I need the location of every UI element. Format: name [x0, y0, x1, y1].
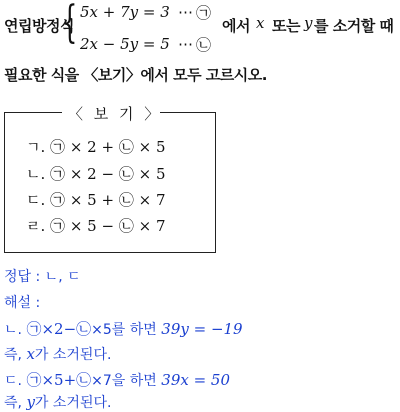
option-op1: × 2 − — [69, 165, 115, 183]
step-op2: ×7을 하면 — [91, 373, 157, 389]
option-label: ㄷ. — [26, 191, 46, 209]
explanation-step-2 — [4, 369, 230, 390]
equation-2-dots: ⋯ — [178, 35, 193, 53]
step-result: 39y = −19 — [161, 320, 243, 338]
question-prefix: 연립방정식 — [4, 17, 74, 35]
circle-mark-b: ㉡ — [118, 138, 134, 156]
note-var: y — [26, 393, 35, 411]
step-op1: ×2− — [41, 320, 77, 338]
option-label: ㄹ. — [26, 217, 46, 235]
circle-mark-b: ㉡ — [118, 217, 134, 235]
step-label: ㄷ. — [4, 373, 22, 389]
option-op1: × 5 − — [69, 217, 115, 235]
circle-mark-a: ㉠ — [50, 217, 66, 235]
question-connector: 또는 — [272, 17, 300, 35]
note-text: 가 소거된다. — [34, 395, 112, 411]
var-x: x — [256, 14, 265, 32]
note-prefix: 즉, — [4, 395, 22, 411]
circle-mark-b: ㉡ — [118, 165, 134, 183]
circle-mark-a: ㉠ — [26, 371, 42, 389]
step-label: ㄴ. — [4, 322, 22, 338]
step-op1: ×5+ — [41, 371, 77, 389]
circle-mark-b: ㉡ — [118, 191, 134, 209]
option-nieun — [26, 163, 166, 184]
option-label: ㄱ. — [26, 138, 46, 156]
bogi-box-top-left — [4, 112, 62, 113]
system-brace: { — [62, 0, 78, 48]
question-line-2: 필요한 식을 〈보기〉에서 모두 고르시오. — [4, 66, 267, 84]
option-rieul — [26, 215, 166, 236]
bogi-title: 〈 보 기 〉 — [68, 105, 163, 123]
question-suffix-1: 에서 — [222, 17, 250, 35]
note-var: x — [26, 345, 35, 363]
circle-mark-b: ㉡ — [76, 371, 92, 389]
explanation-label: 해설 : — [4, 295, 41, 311]
option-digeut — [26, 189, 166, 210]
option-op2: × 7 — [138, 217, 166, 235]
option-op1: × 2 + — [69, 138, 115, 156]
option-giyeok — [26, 136, 166, 157]
answer-line: 정답 : ㄴ, ㄷ — [4, 269, 81, 285]
question-suffix-2: 를 소거할 때 — [314, 17, 394, 35]
bogi-box-top-right — [160, 112, 215, 113]
step-op2: ×5를 하면 — [91, 322, 157, 338]
option-op2: × 5 — [138, 165, 166, 183]
option-op2: × 7 — [138, 191, 166, 209]
circle-mark-a: ㉠ — [50, 138, 66, 156]
note-text: 가 소거된다. — [34, 347, 112, 363]
circle-mark-b: ㉡ — [76, 320, 92, 338]
step-result: 39x = 50 — [161, 371, 231, 389]
explanation-step-1 — [4, 318, 243, 339]
circle-mark-a: ㉠ — [26, 320, 42, 338]
circle-mark-a: ㉠ — [50, 165, 66, 183]
note-prefix: 즉, — [4, 347, 22, 363]
option-label: ㄴ. — [26, 165, 46, 183]
equation-1-dots: ⋯ — [178, 3, 193, 21]
option-op1: × 5 + — [69, 191, 115, 209]
equation-1: 5x + 7y = 3 — [80, 3, 170, 21]
option-op2: × 5 — [138, 138, 166, 156]
circle-mark-a: ㉠ — [50, 191, 66, 209]
explanation-note-1 — [4, 344, 111, 364]
explanation-note-2 — [4, 392, 111, 412]
var-y: y — [304, 14, 313, 32]
equation-2: 2x − 5y = 5 — [80, 35, 170, 53]
equation-2-mark: ㉡ — [196, 36, 212, 54]
equation-1-mark: ㉠ — [196, 4, 212, 22]
